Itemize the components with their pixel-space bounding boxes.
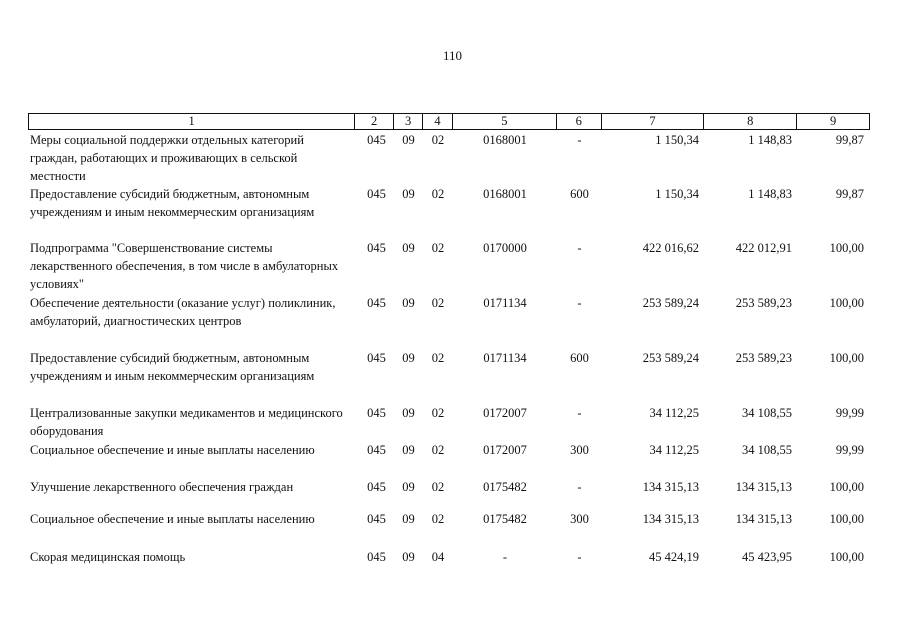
row-section: 09 — [402, 406, 415, 420]
table-row — [28, 185, 870, 239]
row-actual: 134 315,13 — [735, 480, 792, 494]
row-subsection: 02 — [431, 351, 445, 365]
row-name: Предоставление субсидий бюджетным, автономным учреждениям и иным некоммерческим организациям — [30, 351, 315, 383]
row-percent: 99,99 — [835, 406, 864, 420]
row-expense-type: - — [577, 480, 582, 494]
row-code: 045 — [367, 241, 386, 255]
header-col-3: 3 — [394, 114, 423, 129]
row-section: 09 — [402, 296, 415, 310]
row-code: 045 — [367, 512, 386, 526]
header-col-1: 1 — [29, 114, 355, 129]
row-expense-type: 300 — [570, 512, 589, 526]
row-expense-type: 600 — [570, 351, 589, 365]
row-percent: 100,00 — [829, 241, 864, 255]
row-section: 09 — [402, 187, 415, 201]
row-planned: 253 589,24 — [642, 296, 699, 310]
row-planned: 34 112,25 — [649, 443, 699, 457]
row-subsection: 02 — [431, 187, 445, 201]
row-name: Социальное обеспечение и иные выплаты населению — [30, 512, 315, 526]
row-code: 045 — [367, 550, 386, 564]
row-planned: 1 150,34 — [655, 187, 699, 201]
row-name: Скорая медицинская помощь — [30, 550, 186, 564]
row-target: 0168001 — [483, 133, 527, 147]
row-percent: 99,87 — [835, 187, 864, 201]
row-planned: 134 315,13 — [642, 480, 699, 494]
row-target: 0175482 — [483, 480, 527, 494]
row-percent: 100,00 — [829, 296, 864, 310]
row-section: 09 — [402, 351, 415, 365]
table-row — [28, 239, 870, 294]
table-row — [28, 548, 870, 568]
row-expense-type: - — [577, 406, 582, 420]
row-planned: 422 016,62 — [642, 241, 699, 255]
row-percent: 100,00 — [829, 512, 864, 526]
header-col-6: 6 — [557, 114, 602, 129]
row-target: 0170000 — [483, 241, 527, 255]
row-name: Централизованные закупки медикаментов и медицинского оборудования — [30, 406, 343, 438]
row-expense-type: 600 — [570, 187, 589, 201]
row-expense-type: - — [577, 133, 582, 147]
row-target: - — [502, 550, 508, 564]
row-target: 0172007 — [483, 406, 527, 420]
row-code: 045 — [367, 480, 386, 494]
header-col-2: 2 — [355, 114, 394, 129]
row-subsection: 02 — [431, 443, 445, 457]
row-section: 09 — [402, 133, 415, 147]
table-header — [28, 113, 870, 130]
row-actual: 422 012,91 — [735, 241, 792, 255]
row-target: 0175482 — [483, 512, 527, 526]
header-col-8: 8 — [704, 114, 797, 129]
row-planned: 1 150,34 — [655, 133, 699, 147]
row-subsection: 04 — [431, 550, 445, 564]
row-name: Меры социальной поддержки отдельных категорий граждан, работающих и проживающих в сельской местности — [30, 133, 304, 183]
row-code: 045 — [367, 351, 386, 365]
row-target: 0171134 — [483, 296, 527, 310]
row-planned: 45 424,19 — [649, 550, 699, 564]
row-actual: 1 148,83 — [748, 187, 792, 201]
row-subsection: 02 — [431, 296, 445, 310]
row-subsection: 02 — [431, 480, 445, 494]
page-number: 110 — [442, 48, 463, 63]
row-actual: 34 108,55 — [742, 406, 792, 420]
row-subsection: 02 — [431, 512, 445, 526]
row-percent: 100,00 — [829, 480, 864, 494]
row-actual: 253 589,23 — [735, 351, 792, 365]
row-expense-type: - — [577, 241, 582, 255]
row-section: 09 — [402, 550, 415, 564]
row-actual: 34 108,55 — [742, 443, 792, 457]
table-row — [28, 349, 870, 404]
table-row — [28, 131, 870, 185]
row-section: 09 — [402, 480, 415, 494]
row-percent: 99,99 — [835, 443, 864, 457]
row-planned: 34 112,25 — [649, 406, 699, 420]
row-name: Предоставление субсидий бюджетным, автономным учреждениям и иным некоммерческим организациям — [30, 187, 315, 219]
row-expense-type: - — [577, 550, 582, 564]
table-row — [28, 478, 870, 510]
row-subsection: 02 — [431, 241, 445, 255]
row-planned: 253 589,24 — [642, 351, 699, 365]
row-expense-type: 300 — [570, 443, 589, 457]
row-target: 0171134 — [483, 351, 527, 365]
table-row — [28, 294, 870, 349]
row-code: 045 — [367, 406, 386, 420]
row-planned: 134 315,13 — [642, 512, 699, 526]
row-actual: 134 315,13 — [735, 512, 792, 526]
row-percent: 100,00 — [829, 351, 864, 365]
header-col-7: 7 — [602, 114, 705, 129]
row-actual: 253 589,23 — [735, 296, 792, 310]
row-target: 0168001 — [483, 187, 527, 201]
row-percent: 99,87 — [835, 133, 864, 147]
row-code: 045 — [367, 187, 386, 201]
row-name: Улучшение лекарственного обеспечения граждан — [30, 480, 294, 494]
row-section: 09 — [402, 241, 415, 255]
header-col-4: 4 — [423, 114, 453, 129]
row-code: 045 — [367, 133, 386, 147]
row-subsection: 02 — [431, 406, 445, 420]
header-col-9: 9 — [829, 114, 837, 128]
row-name: Обеспечение деятельности (оказание услуг) поликлиник, амбулаторий, диагностических центров — [30, 296, 336, 328]
row-target: 0172007 — [483, 443, 527, 457]
table-row — [28, 441, 870, 478]
table-body — [28, 131, 870, 568]
header-col-5: 5 — [453, 114, 557, 129]
table-row — [28, 404, 870, 441]
row-code: 045 — [367, 443, 386, 457]
row-name: Социальное обеспечение и иные выплаты населению — [30, 443, 315, 457]
row-code: 045 — [367, 296, 386, 310]
row-name: Подпрограмма "Совершенствование системы лекарственного обеспечения, в том числе в амбулаторных условиях" — [30, 241, 339, 291]
row-percent: 100,00 — [829, 550, 864, 564]
row-expense-type: - — [577, 296, 582, 310]
row-subsection: 02 — [431, 133, 445, 147]
row-section: 09 — [402, 443, 415, 457]
row-actual: 1 148,83 — [748, 133, 792, 147]
table-row — [28, 510, 870, 548]
row-actual: 45 423,95 — [742, 550, 792, 564]
row-section: 09 — [402, 512, 415, 526]
